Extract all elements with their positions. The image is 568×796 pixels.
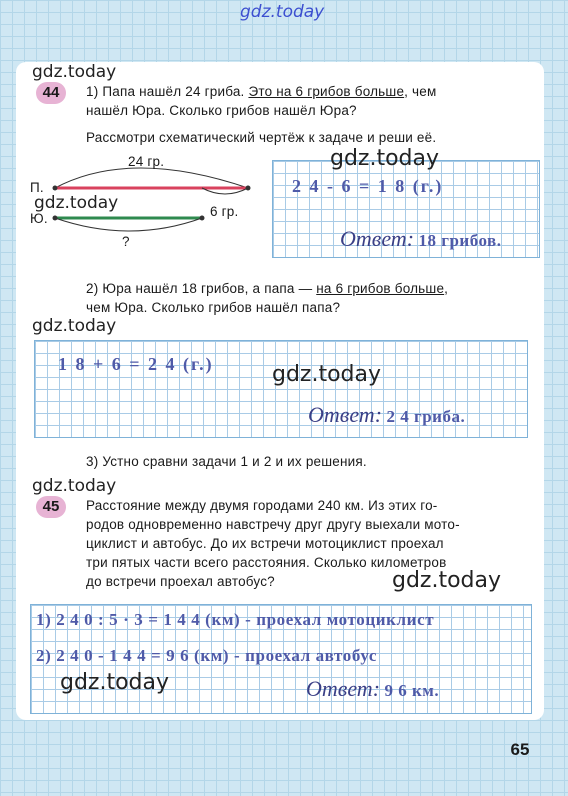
watermark-diagram: gdz.today [34, 193, 119, 213]
task-44-text-line2: нашёл Юра. Сколько грибов нашёл Юра? [86, 103, 357, 118]
diagram-top-label: 24 гр. [128, 154, 165, 169]
answer-1-equation: 2 4 - 6 = 1 8 (г.) [292, 176, 444, 196]
task-44-text-line1 [86, 82, 436, 101]
diagram-question: ? [122, 234, 130, 249]
task-44-text-c: , чем [404, 84, 437, 99]
task-45-badge: 45 [36, 496, 66, 518]
solution-line-1: 1) 2 4 0 : 5 · 3 = 1 4 4 (км) - проехал мотоциклист [36, 610, 435, 629]
part2-text-underlined: на 6 грибов больше [316, 281, 445, 296]
part2-text-c: , [444, 281, 449, 296]
watermark-task45: gdz.today [392, 568, 502, 593]
watermark-grid2: gdz.today [272, 362, 382, 387]
answer-1-value: 18 грибов. [418, 231, 502, 250]
answer-45-line [306, 676, 439, 702]
solution-line-2: 2) 2 4 0 - 1 4 4 = 9 6 (км) - проехал автобус [36, 646, 378, 665]
task-44-instruction: Рассмотри схематический чертёж к задаче и реши её. [86, 130, 437, 145]
watermark-top: gdz.today [240, 2, 325, 22]
task-44-part2-line1 [86, 279, 448, 298]
answer-1-prefix: Ответ: [340, 226, 415, 251]
point-p-start [53, 186, 58, 191]
brace-top [55, 168, 248, 188]
segment-diagram [30, 152, 270, 252]
answer-2-line [308, 402, 465, 428]
answer-45-value: 9 6 км. [384, 681, 440, 700]
answer-2-prefix: Ответ: [308, 402, 383, 427]
watermark-part2: gdz.today [32, 316, 117, 336]
task-45-text-line4: три пятых части всего расстояния. Сколько километров [86, 555, 447, 570]
diagram-diff-label: 6 гр. [210, 204, 239, 219]
watermark-grid1: gdz.today [330, 146, 440, 171]
watermark-44: gdz.today [32, 62, 117, 82]
part2-text-a: 2) Юра нашёл 18 грибов, а папа — [86, 281, 313, 296]
task-44-part3: 3) Устно сравни задачи 1 и 2 и их решения. [86, 454, 367, 469]
task-44-text-underlined: Это на 6 грибов больше [248, 84, 405, 99]
task-45-text-line5: до встречи проехал автобус? [86, 574, 275, 589]
answer-2-value: 2 4 гриба. [386, 407, 466, 426]
answer-45-prefix: Ответ: [306, 676, 381, 701]
task-45-text-line2: родов одновременно навстречу друг другу выехали мото- [86, 517, 460, 532]
watermark-45: gdz.today [32, 476, 117, 496]
task-44-badge: 44 [36, 82, 66, 104]
answer-2-equation: 1 8 + 6 = 2 4 (г.) [58, 354, 214, 374]
diagram-label-yu: Ю. [30, 211, 48, 226]
brace-bottom [55, 218, 202, 231]
task-45-text-line3: циклист и автобус. До их встречи мотоциклист проехал [86, 536, 444, 551]
answer-1-line [340, 226, 501, 252]
task-45-text-line1: Расстояние между двумя городами 240 км. Из этих го- [86, 498, 438, 513]
task-44-text-a: 1) Папа нашёл 24 гриба. [86, 84, 245, 99]
watermark-solution: gdz.today [60, 670, 170, 695]
diagram-label-p: П. [30, 180, 44, 195]
page-number: 65 [510, 740, 530, 759]
task-44-part2-line2: чем Юра. Сколько грибов нашёл папа? [86, 300, 341, 315]
